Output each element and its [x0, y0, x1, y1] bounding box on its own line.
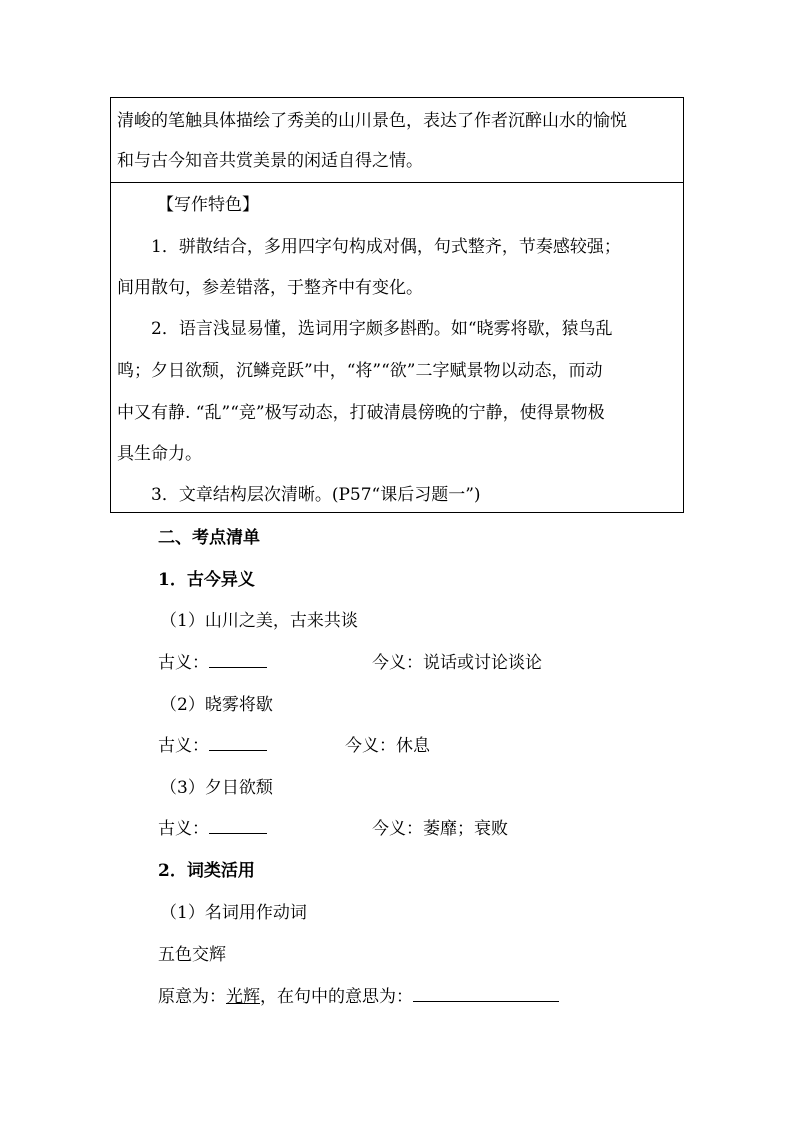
- item-4: （1）名词用作动词: [160, 903, 307, 923]
- text-box: [110, 97, 684, 513]
- feature-line-4: 鸣；夕日欲颓，沉鳞竞跃”中，“将”“欲”二字赋景物以动态，而动: [117, 361, 603, 381]
- answer-blank[interactable]: [413, 987, 559, 1002]
- old-meaning-label: 古义：: [158, 736, 209, 756]
- heading: 二、考点清单: [158, 528, 260, 548]
- item-2: （2）晓雾将歇: [160, 695, 273, 715]
- item-1-old: [158, 653, 267, 673]
- feature-line-1: 1．骈散结合，多用四字句构成对偶，句式整齐，节奏感较强；: [151, 237, 621, 257]
- answer-blank[interactable]: [209, 653, 267, 668]
- item-3: （3）夕日欲颓: [160, 778, 273, 798]
- old-meaning-label: 古义：: [158, 653, 209, 673]
- feature-line-3: 2．语言浅显易懂，选词用字颇多斟酌。如“晓雾将歇，猿鸟乱: [151, 319, 613, 339]
- item-4-phrase: 五色交辉: [158, 945, 226, 965]
- section-title: 【写作特色】: [157, 195, 259, 215]
- box-divider: [111, 182, 683, 183]
- feature-line-5: 中又有静. “乱”“竞”极写动态，打破清晨傍晚的宁静，使得景物极: [117, 403, 605, 423]
- original-word: 光辉: [226, 987, 260, 1007]
- box-line-1: 清峻的笔触具体描绘了秀美的山川景色，表达了作者沉醉山水的愉悦: [117, 111, 627, 131]
- item-3-old: [158, 819, 267, 839]
- feature-line-2: 间用散句，参差错落，于整齐中有变化。: [117, 278, 423, 298]
- subheading-1: 1．古今异义: [158, 570, 255, 590]
- item-1: （1）山川之美，古来共谈: [160, 611, 358, 631]
- item-2-new: 今义：休息: [345, 736, 430, 756]
- item-4-answer: [158, 987, 559, 1007]
- feature-line-6: 具生命力。: [117, 444, 202, 464]
- subheading-2: 2．词类活用: [158, 861, 255, 881]
- answer-blank[interactable]: [209, 819, 267, 834]
- context-meaning-label: ，在句中的意思为：: [260, 987, 413, 1007]
- answer-blank[interactable]: [209, 736, 267, 751]
- box-line-2: 和与古今知音共赏美景的闲适自得之情。: [117, 151, 423, 171]
- item-3-new: 今义：萎靡；衰败: [372, 819, 508, 839]
- item-2-old: [158, 736, 267, 756]
- item-1-new: 今义：说话或讨论谈论: [372, 653, 542, 673]
- feature-line-7: 3．文章结构层次清晰。(P57“课后习题一”): [151, 485, 481, 505]
- original-meaning-label: 原意为：: [158, 987, 226, 1007]
- old-meaning-label: 古义：: [158, 819, 209, 839]
